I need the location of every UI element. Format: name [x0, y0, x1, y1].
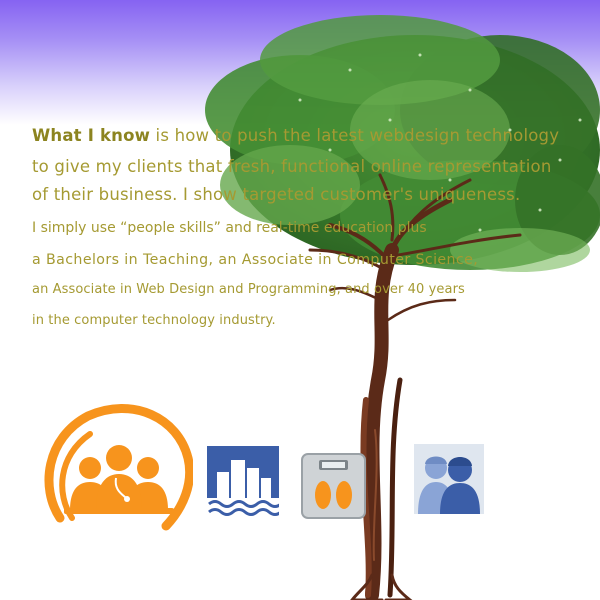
building-water-icon[interactable] — [207, 446, 279, 518]
intro-line-1-rest: is how to push the latest webdesign technology — [150, 126, 560, 145]
intro-line-6: an Associate in Web Design and Programming, and over 40 years — [32, 282, 465, 297]
intro-line-7: in the computer technology industry. — [32, 313, 276, 328]
people-group-icon[interactable] — [38, 398, 193, 548]
medical-team-icon[interactable] — [414, 444, 484, 514]
bathroom-scale-icon[interactable] — [299, 451, 368, 521]
intro-line-4: I simply use “people skills” and real-time education plus — [32, 220, 427, 236]
intro-line-3: of their business. I show targeted customer's uniqueness. — [32, 185, 521, 204]
intro-line-1 — [32, 126, 559, 145]
intro-line-5: a Bachelors in Teaching, an Associate in Computer Science, — [32, 252, 479, 268]
intro-emphasis: What I know — [32, 126, 151, 145]
intro-line-2: to give my clients that fresh, functional online representation — [32, 157, 552, 176]
